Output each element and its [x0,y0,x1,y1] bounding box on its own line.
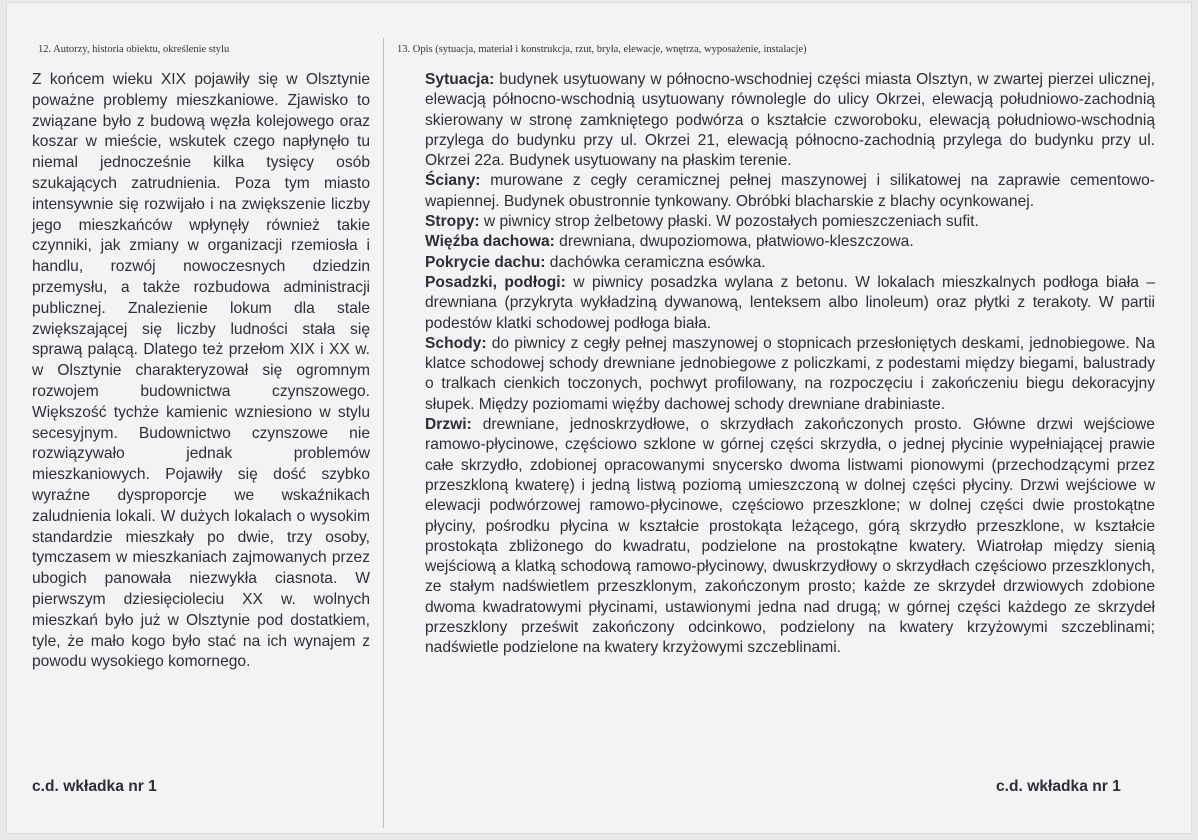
column-divider [383,38,384,828]
section-label: Posadzki, podłogi: [425,273,566,291]
section-roof-truss [425,232,1155,252]
section-text: do piwnicy z cegły pełnej maszynowej o stopnicach przesłoniętych deskami, jednobiegowe. Na klatce schodowej schody drewniane jednobiegowe z policzkami, z podestami między biegami, balustrady o tralkach cienkich toczonych, pochwyt profilowany, na rozpoczęciu i zakończeniu biegu dekoracyjny słupek. Między poziomami więźby dachowej schody drewniane drabiniaste. [425,334,1155,413]
section-walls [425,171,1155,212]
left-section-header: 12. Autorzy, historia obiektu, określenie stylu [38,44,230,55]
section-stairs [425,334,1155,415]
section-situation [425,70,1155,171]
history-text: Z końcem wieku XIX pojawiły się w Olsztynie poważne problemy mieszkaniowe. Zjawisko to związane było z budową węzła kolejowego oraz koszar w mieście, wskutek czego napłynęło tu niemal jednocześnie kilka tysięcy osób szukających zatrudnienia. Poza tym miasto intensywnie się rozwijało i na zwiększenie liczby jego mieszkańców wpłynęły również takie czynniki, jak zmiany w organizacji rzemiosła i handlu, rozwój nowoczesnych dziedzin przemysłu, a także rozbudowa administracji publicznej. Znalezienie lokum dla stale zwiększającej się liczby ludności stała się sprawą palącą. Dlatego też przełom XIX i XX w. w Olsztynie charakteryzował się ogromnym rozwojem budownictwa czynszowego. Większość tychże kamienic wzniesiono w stylu secesyjnym. Budownictwo czynszowe nie rozwiązywało jednak problemów mieszkaniowych. Pojawiły się dość szybko wyraźne dysproporcje we wskaźnikach zaludnienia lokali. W dużych lokalach o wysokim standardzie mieszkały po dwie, trzy osoby, tymczasem w mieszkaniach zajmowanych przez ubogich panowała niezwykła ciasnota. W pierwszym dziesięcioleciu XX w. wolnych mieszkań było już w Olsztynie pod dostatkiem, tyle, że mało kogo było stać na ich wynajem z powodu wysokiego komornego. [32,71,370,671]
section-text: murowane z cegły ceramicznej pełnej maszynowej i silikatowej na zaprawie cementowo-wapiennej. Budynek obustronnie tynkowany. Obróbki blacharskie z blachy ocynkowanej. [425,172,1155,210]
section-label: Sytuacja: [425,71,495,88]
section-doors [425,415,1155,659]
left-continuation-note: c.d. wkładka nr 1 [32,778,157,795]
section-text: drewniana, dwupoziomowa, płatwiowo-kleszczowa. [554,233,914,251]
right-section-header: 13. Opis (sytuacja, materiał i konstrukcja, rzut, bryła, elewacje, wnętrza, wyposażenie, instalacje) [397,44,807,55]
section-label: Pokrycie dachu: [425,253,546,271]
description-column [425,70,1155,659]
section-label: Ściany: [425,172,481,190]
section-floors [425,273,1155,334]
section-roof-covering [425,253,1155,273]
section-label: Stropy: [425,213,480,231]
right-continuation-note: c.d. wkładka nr 1 [996,778,1121,795]
section-text: dachówka ceramiczna esówka. [545,253,766,271]
section-text: drewniane, jednoskrzydłowe, o skrzydłach zakończonych prosto. Główne drzwi wejściowe ramowo-płycinowe, częściowo szklone w górnej części skrzydła, o jednej płycinie wypełniającej prawie całe skrzydło, zdobionej opracowanymi snycersko dwoma listwami pionowymi (przechodzącymi przez przeszkloną kwaterę) i jedną listwą poziomą umieszczoną w dolnej części płyciny. Drzwi wejściowe w elewacji podwórzowej ramowo-płycinowe, częściowo przeszklone; w dolnej części dwie prostokątne płyciny, pośrodku płycina w kształcie prostokąta leżącego, górą skrzydło przeszklone, w kształcie prostokąta zbliżonego do kwadratu, podzielone na prostokątne kwatery. Wiatrołap między sienią wejściową a klatką schodową ramowo-płycinowy, dwuskrzydłowy o skrzydłach częściowo przeszklonych, ze stałym nadświetlem przeszklonym, zakończonym prosto; każde ze skrzydeł drzwiowych zdobione dwoma kwadratowymi płycinami, ustawionymi jedna nad drugą; w górnej części każdego ze skrzydeł przeszklony prześwit zakończony odcinkowo, podzielony na kwatery krzyżowymi szczeblinami; nadświetle podzielone na kwatery krzyżowymi szczeblinami. [425,416,1155,657]
section-text: w piwnicy strop żelbetowy płaski. W pozostałych pomieszczeniach sufit. [479,213,979,231]
section-label: Więźba dachowa: [425,233,555,251]
section-text: w piwnicy posadzka wylana z betonu. W lokalach mieszkalnych podłoga biała – drewniana (przykryta wykładziną dywanową, lenteksem albo linoleum) oraz płytki z terakoty. W partii podestów klatki schodowej podłoga biała. [425,273,1156,332]
section-text: budynek usytuowany w północno-wschodniej części miasta Olsztyn, w zwartej pierzei ulicznej, elewacją północno-wschodnią usytuowany równolegle do ulicy Okrzei, elewacją południowo-zachodnią skierowany w stronę zamkniętego podwórza o kształcie czworoboku, elewacją południowo-wschodnią przylega do budynku przy ul. Okrzei 21, elewacją północno-zachodnią przylega do budynku przy ul. Okrzei 22a. Budynek usytuowany na płaskim terenie. [425,71,1155,170]
section-label: Drzwi: [425,416,472,434]
section-ceilings [425,212,1155,232]
section-label: Schody: [425,334,487,352]
